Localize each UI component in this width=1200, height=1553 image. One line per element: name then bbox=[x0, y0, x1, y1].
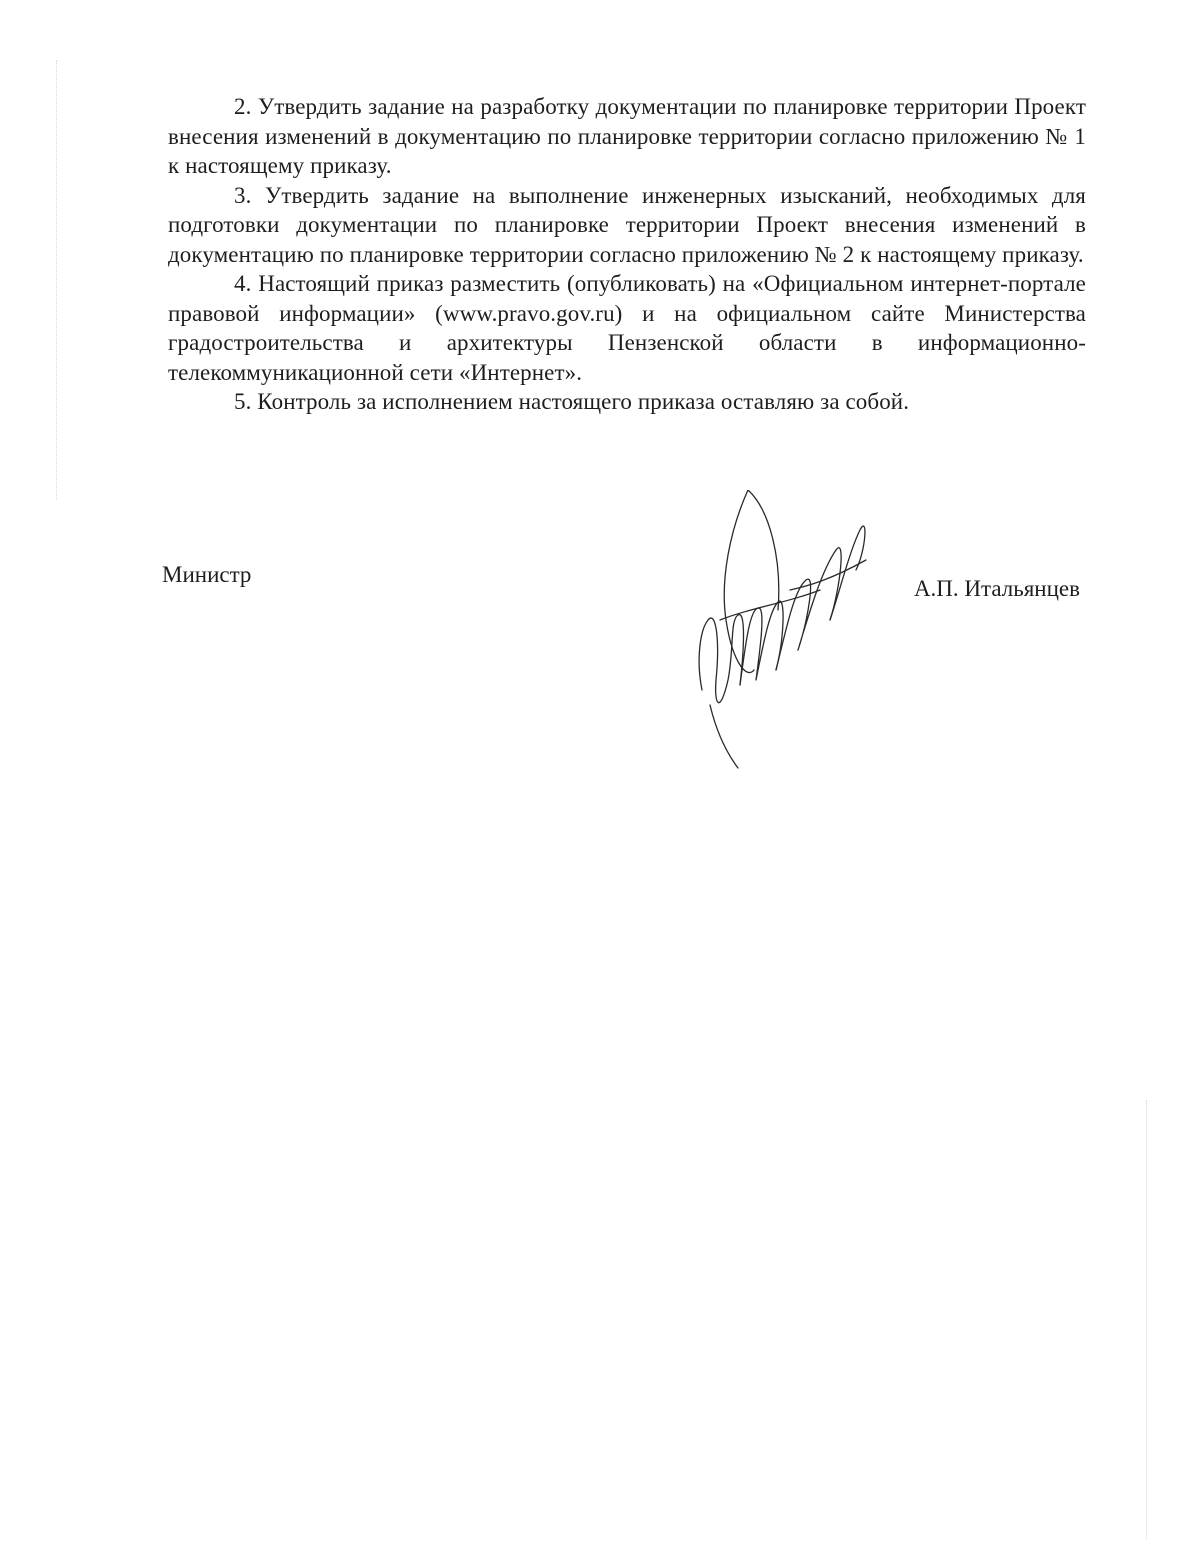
signature-block bbox=[162, 560, 1092, 780]
paragraph-4: 4. Настоящий приказ разместить (опубликовать) на «Официальном интернет-портале правовой информации» (www.pravo.gov.ru) и на официальном сайте Министерства градостроительства и архитектуры Пензенской области в информационно-телекоммуникационной сети «Интернет». bbox=[168, 271, 1086, 385]
order-body bbox=[168, 92, 1086, 417]
paragraph-5: 5. Контроль за исполнением настоящего приказа оставляю за собой. bbox=[234, 389, 910, 414]
scan-edge-right bbox=[1146, 1100, 1148, 1540]
handwritten-signature bbox=[690, 490, 890, 770]
scan-edge-left bbox=[56, 60, 58, 500]
paragraph-2: 2. Утвердить задание на разработку документации по планировке территории Проект внесения изменений в документацию по планировке территории согласно приложению № 1 к настоящему приказу. bbox=[168, 94, 1086, 178]
signatory-name: А.П. Итальянцев bbox=[913, 576, 1080, 601]
signatory-role: Министр bbox=[162, 562, 252, 587]
paragraph-3: 3. Утвердить задание на выполнение инженерных изысканий, необходимых для подготовки документации по планировке территории Проект внесения изменений в документацию по планировке территории согласно приложению № 2 к настоящему приказу. bbox=[168, 182, 1086, 267]
